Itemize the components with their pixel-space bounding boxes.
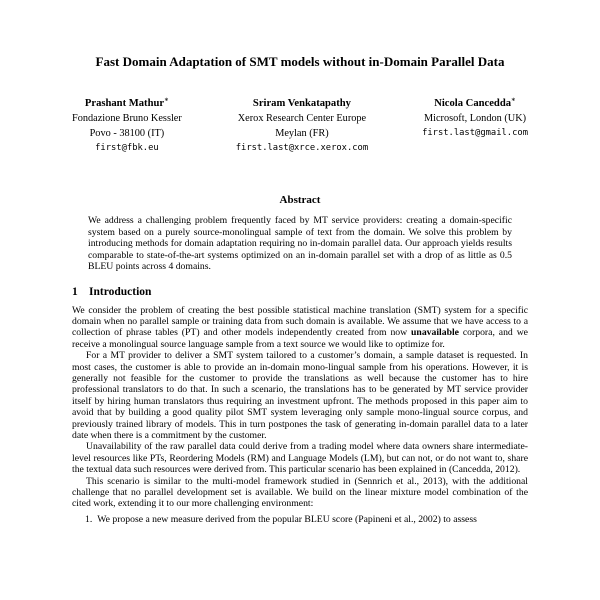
author-3-name [422, 96, 528, 111]
author-2-name [236, 96, 368, 111]
author-2-email: first.last@xrce.xerox.com [235, 143, 369, 153]
author-1 [72, 96, 182, 156]
list-item-1-text: We propose a new measure derived from the popular BLEU score (Papineni et al., 2002) to assess [97, 513, 477, 525]
author-1-email: first@fbk.eu [95, 143, 159, 153]
bold-term-unavailable: unavailable [411, 327, 459, 339]
intro-paragraph-2: For a MT provider to deliver a SMT system tailored to a customer’s domain, a sample dataset is requested. In most cases, the customer is able to provide an in-domain mono-lingual sample from his operations. However, it is generally not feasible for the customer to provide the translations as well because the customer has to hire professional translators to do that. In such a scenario, the translations has to be generated by MT service provider itself by hiring human translators thus requiring an investment upfront. The methods proposed in this paper aim to avoid that by building a good quality pilot SMT system leveraging only sample mono-lingual source corpus, and previously trained library of models. This in turn postpones the task of generating in-domain parallel data to a later date when there is a commitment by the customer. [72, 350, 528, 441]
section-1-heading [72, 286, 528, 298]
abstract-section [72, 194, 528, 273]
intro-paragraph-1-post: corpora, and we receive a monolingual source language sample from a text source we would like to optimize for. [72, 327, 528, 350]
author-1-affiliation: Fondazione Bruno Kessler [72, 113, 182, 124]
author-1-name-text: Prashant Mathur [84, 98, 165, 109]
author-2-address: Meylan (FR) [275, 128, 329, 139]
section-1-number: 1 [72, 285, 78, 298]
author-block [72, 96, 528, 156]
intro-paragraph-1-pre: We consider the problem of creating the best possible statistical machine translation (SMT) system for a specific domain when no parallel sample or training data from such domain is available. We assume that we have access to a collection of phrase tables (PT) and other models independently created from now [72, 304, 528, 339]
author-3 [422, 96, 528, 156]
paper-title: Fast Domain Adaptation of SMT models without in-Domain Parallel Data [95, 54, 505, 69]
intro-paragraph-1 [72, 305, 528, 351]
author-2-affiliation: Xerox Research Center Europe [237, 113, 367, 124]
abstract-text: We address a challenging problem frequently faced by MT service providers: creating a domain-specific system based on a purely source-monolingual sample of text from the domain. We solve this problem by introducing methods for domain adaptation requiring no in-domain parallel data. Our approach yields results comparable to state-of-the-art systems optimized on an in-domain parallel set with a drop of as little as 0.5 BLEU points across 4 domains. [88, 215, 512, 272]
author-3-name-text: Nicola Cancedda [434, 98, 512, 109]
author-1-name [72, 96, 182, 111]
author-2 [236, 96, 368, 156]
author-3-affiliation: Microsoft, London (UK) [423, 113, 527, 124]
author-3-email: first.last@gmail.com [422, 128, 528, 138]
contribution-list-item-1 [72, 514, 528, 525]
author-1-address: Povo - 38100 (IT) [89, 128, 165, 139]
intro-paragraph-3: Unavailability of the raw parallel data could derive from a trading model where data owners share intermediate-level resources like PTs, Reordering Models (RM) and Language Models (LM), but can not, or do not want to, share the textual data such resources were derived from. This particular scenario has been explained in (Cancedda, 2012). [72, 441, 528, 476]
section-1-title: Introduction [89, 285, 152, 298]
author-3-footnote-mark: ∗ [511, 95, 516, 104]
author-2-name-text: Sriram Venkatapathy [252, 98, 351, 109]
intro-paragraph-4: This scenario is similar to the multi-model framework studied in (Sennrich et al., 2013), with the additional challenge that no parallel development set is available. We build on the linear mixture model combination of the cited work, extending it to our more challenging environment: [72, 475, 528, 510]
author-1-footnote-mark: ∗ [164, 95, 169, 104]
list-item-1-marker: 1. [85, 513, 93, 525]
abstract-heading: Abstract [279, 194, 321, 206]
